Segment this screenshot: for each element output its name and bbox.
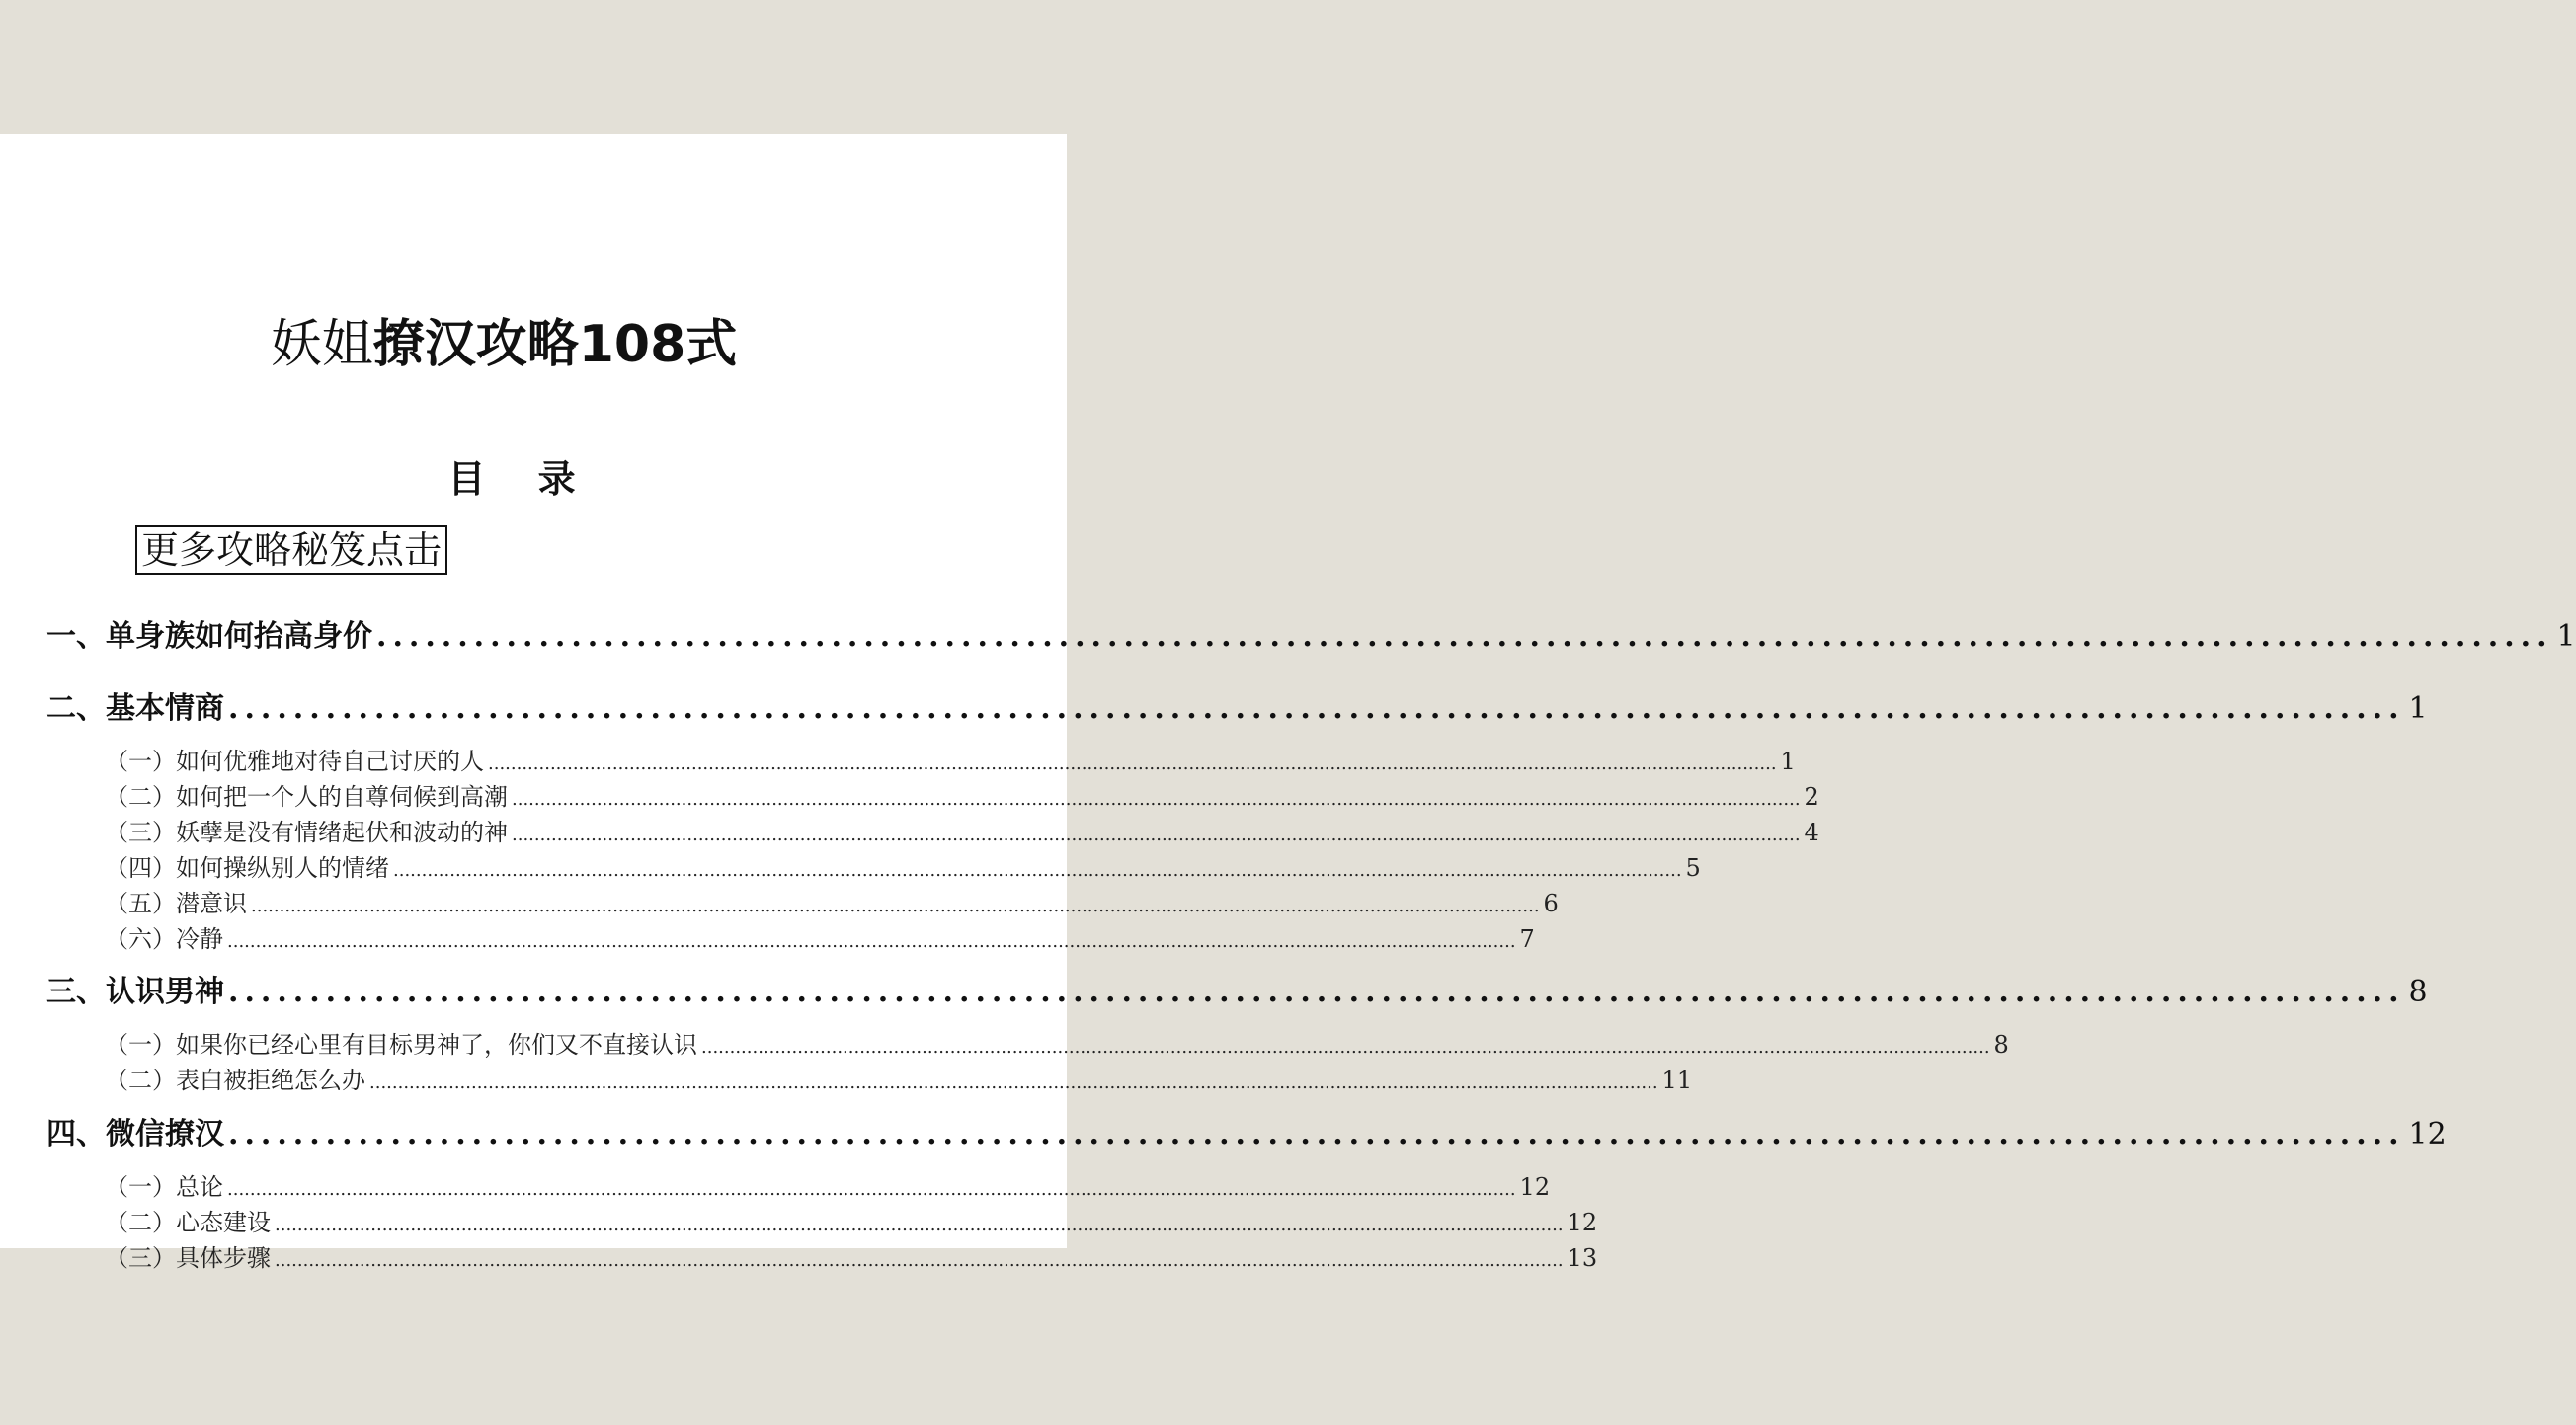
toc-page-number: 12 — [2408, 1117, 2447, 1151]
toc-section-entry[interactable] — [46, 611, 2576, 655]
toc-entry-label: （六）冷静 — [105, 925, 223, 953]
toc-page-number: 11 — [1661, 1067, 1693, 1094]
toc-entry-label: （二）表白被拒绝怎么办 — [105, 1067, 365, 1094]
toc-entry-label: （一）总论 — [105, 1173, 223, 1201]
toc-heading: 目 录 — [447, 456, 596, 501]
toc-page-number: 4 — [1804, 819, 1819, 846]
toc-entry-label: （一）如何优雅地对待自己讨厌的人 — [105, 748, 484, 775]
toc-entry-label: 二、基本情商 — [46, 691, 224, 726]
toc-subsection-entry[interactable] — [105, 777, 1819, 812]
toc-dot-leader — [376, 619, 2553, 654]
toc-entry-label: （二）如何把一个人的自尊伺候到高潮 — [105, 783, 508, 811]
toc-subsection-entry[interactable] — [105, 848, 1701, 883]
toc-page-number: 7 — [1519, 925, 1535, 953]
toc-dot-leader — [251, 890, 1540, 917]
document-title — [0, 302, 1007, 376]
more-guides-link[interactable]: 更多攻略秘笈点击 — [135, 525, 447, 575]
toc-entry-label: （三）具体步骤 — [105, 1244, 271, 1272]
toc-page-number: 8 — [2408, 975, 2428, 1009]
toc-subsection-entry[interactable] — [105, 1167, 1551, 1202]
toc-dot-leader — [275, 1244, 1564, 1272]
title-part-1: 妖姐 — [270, 315, 373, 374]
toc-page-number: 1 — [2408, 691, 2428, 726]
toc-entry-label: 三、认识男神 — [46, 975, 224, 1009]
toc-page-number: 8 — [1993, 1031, 2009, 1059]
toc-dot-leader — [227, 1173, 1516, 1201]
toc-section-entry[interactable] — [46, 683, 2428, 727]
toc-subsection-entry[interactable] — [105, 742, 1796, 776]
toc-entry-label: 四、微信撩汉 — [46, 1117, 224, 1151]
toc-entry-label: （一）如果你已经心里有目标男神了，你们又不直接认识 — [105, 1031, 697, 1059]
toc-dot-leader — [228, 1117, 2405, 1151]
toc-subsection-entry[interactable] — [105, 1025, 2009, 1060]
toc-entry-label: 一、单身族如何抬高身价 — [46, 619, 372, 654]
toc-entry-label: （三）妖孽是没有情绪起伏和波动的神 — [105, 819, 508, 846]
toc-dot-leader — [512, 783, 1801, 811]
toc-dot-leader — [228, 691, 2405, 726]
toc-subsection-entry[interactable] — [105, 1203, 1598, 1237]
toc-dot-leader — [488, 748, 1777, 775]
toc-page-number: 1 — [1780, 748, 1796, 775]
toc-dot-leader — [275, 1209, 1564, 1236]
toc-dot-leader — [393, 854, 1682, 882]
toc-page-number: 12 — [1567, 1209, 1598, 1236]
toc-entry-label: （四）如何操纵别人的情绪 — [105, 854, 389, 882]
document-page — [0, 134, 2576, 1272]
toc-entry-label: （五）潜意识 — [105, 890, 247, 917]
toc-entry-label: （二）心态建设 — [105, 1209, 271, 1236]
toc-page-number: 13 — [1567, 1244, 1598, 1272]
toc-page-number: 5 — [1685, 854, 1701, 882]
toc-subsection-entry[interactable] — [105, 813, 1819, 847]
title-part-2: 撩汉攻略108式 — [372, 315, 738, 374]
toc-dot-leader — [512, 819, 1801, 846]
toc-subsection-entry[interactable] — [105, 884, 1559, 918]
toc-dot-leader — [369, 1067, 1658, 1094]
toc-dot-leader — [228, 975, 2405, 1009]
toc-subsection-entry[interactable] — [105, 1061, 1693, 1095]
toc-page-number: 12 — [1519, 1173, 1551, 1201]
toc-subsection-entry[interactable] — [105, 1238, 1598, 1273]
toc-page-number: 2 — [1804, 783, 1819, 811]
toc-section-entry[interactable] — [46, 1109, 2447, 1152]
toc-page-number: 1 — [2556, 619, 2576, 654]
toc-section-entry[interactable] — [46, 967, 2428, 1010]
toc-page-number: 6 — [1543, 890, 1559, 917]
toc-dot-leader — [227, 925, 1516, 953]
toc-dot-leader — [701, 1031, 1990, 1059]
toc-subsection-entry[interactable] — [105, 919, 1535, 954]
